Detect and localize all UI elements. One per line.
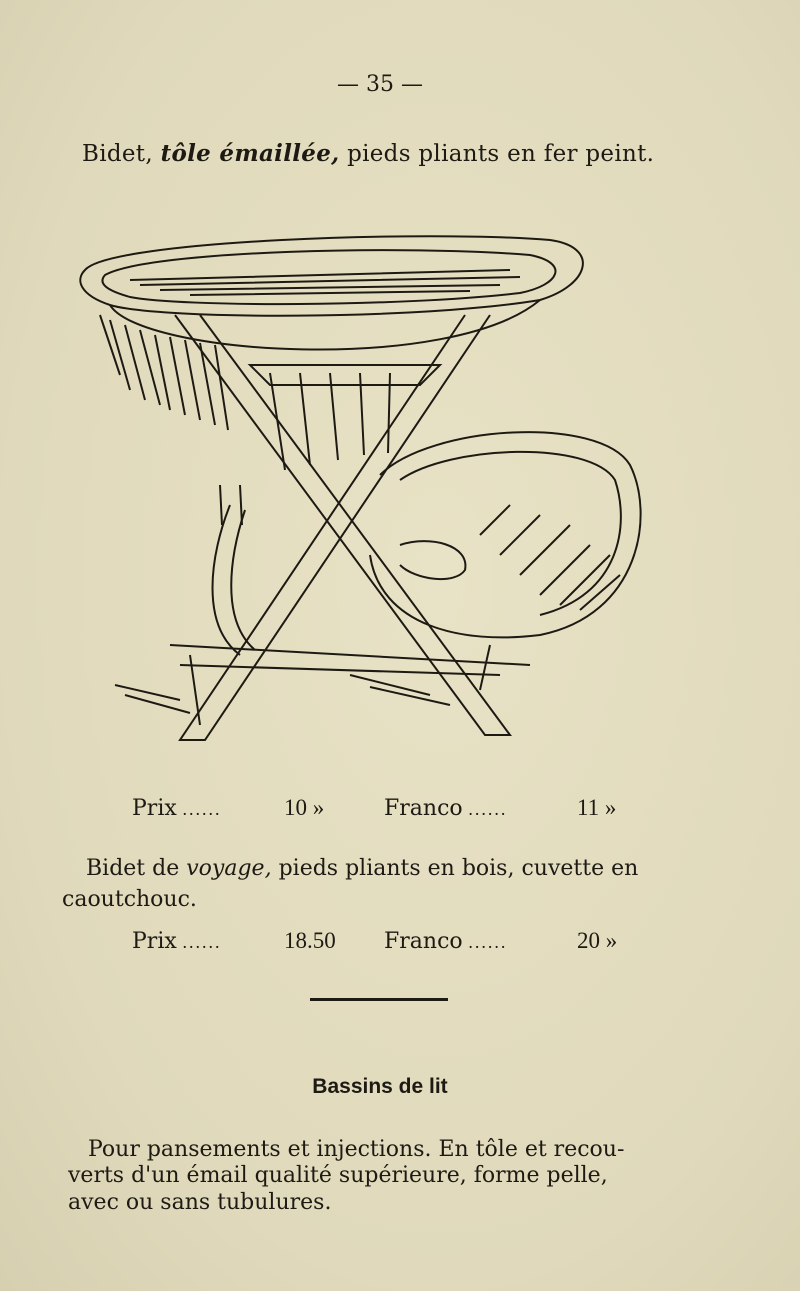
item2-title-line1 <box>86 856 638 881</box>
item1-title <box>82 140 654 167</box>
item1-price-label: Prix ...... <box>132 796 222 821</box>
item1-title-suffix: pieds pliants en fer peint. <box>339 141 655 167</box>
section-body-line1: Pour pansements et injections. En tôle et recou- <box>88 1137 625 1162</box>
item2-franco-price: 20 » <box>577 928 618 953</box>
item1-price: 10 » <box>284 795 325 820</box>
item2-price-label: Prix ...... <box>132 929 222 954</box>
item1-franco-price: 11 » <box>577 795 617 820</box>
item2-title-suffix: pieds pliants en bois, cuvette en <box>271 856 639 881</box>
section-body-line2: verts d'un émail qualité supérieure, forme pelle, <box>68 1163 608 1188</box>
page-number: — 35 — <box>337 72 423 97</box>
item2-price: 18.50 <box>284 928 336 953</box>
item1-title-prefix: Bidet, <box>82 141 161 167</box>
section-heading: Bassins de lit <box>312 1075 448 1098</box>
item2-title-line2: caoutchouc. <box>62 887 197 912</box>
item1-title-italic: tôle émaillée, <box>160 140 340 167</box>
section-divider <box>310 998 448 1001</box>
item2-franco-label: Franco ...... <box>384 929 508 954</box>
item2-title-prefix: Bidet de <box>86 856 187 881</box>
folding-bidet-engraving-icon <box>70 225 690 755</box>
item2-title-italic: voyage, <box>186 856 272 881</box>
section-body-line3: avec ou sans tubulures. <box>68 1190 332 1215</box>
item1-franco-label: Franco ...... <box>384 796 508 821</box>
